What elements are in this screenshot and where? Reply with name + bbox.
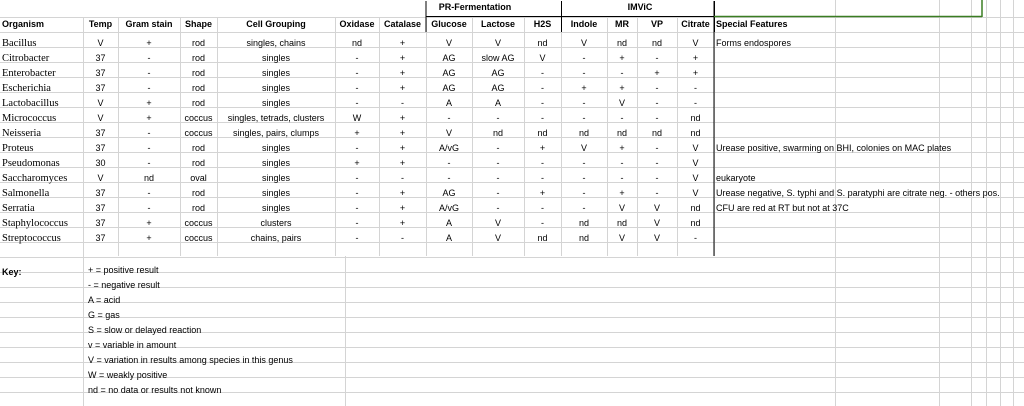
cell-indole: - xyxy=(582,173,586,183)
cell-temp: V xyxy=(97,38,104,48)
cell-cell-grouping: singles xyxy=(261,188,290,198)
cell-h2s: - xyxy=(541,98,544,108)
header-mr: MR xyxy=(615,19,629,29)
cell-catalase: - xyxy=(401,98,404,108)
cell-mr: V xyxy=(618,233,625,243)
cell-vp: + xyxy=(654,68,660,78)
cell-cell-grouping: singles xyxy=(261,98,290,108)
cell-h2s: nd xyxy=(537,38,548,48)
cell-oxidase: - xyxy=(355,83,359,93)
cell-citrate: V xyxy=(692,173,699,183)
cell-organism: Streptococcus xyxy=(2,233,61,244)
cell-indole: nd xyxy=(578,128,589,138)
cell-organism: Lactobacillus xyxy=(2,98,59,109)
cell-shape: rod xyxy=(191,188,205,198)
cell-catalase: + xyxy=(399,218,406,228)
cell-oxidase: - xyxy=(355,68,359,78)
cell-indole: V xyxy=(580,143,587,153)
cell-oxidase: - xyxy=(355,188,359,198)
cell-h2s: nd xyxy=(537,128,548,138)
cell-indole: - xyxy=(582,203,586,213)
cell-gram-stain: - xyxy=(147,203,151,213)
cell-h2s: - xyxy=(541,113,544,123)
cell-vp: - xyxy=(655,143,659,153)
cell-h2s: nd xyxy=(537,233,548,243)
cell-citrate: + xyxy=(692,68,699,78)
cell-catalase: + xyxy=(399,203,406,213)
header-special-features: Special Features xyxy=(716,19,788,29)
cell-vp: nd xyxy=(651,38,662,48)
cell-vp: V xyxy=(653,233,660,243)
cell-shape: coccus xyxy=(184,233,213,243)
cell-temp: 37 xyxy=(95,68,106,78)
cell-mr: nd xyxy=(616,38,627,48)
cell-organism: Neisseria xyxy=(2,128,42,139)
cell-vp: - xyxy=(655,83,659,93)
cell-glucose: AG xyxy=(442,68,456,78)
header-glucose: Glucose xyxy=(431,19,467,29)
cell-cell-grouping: singles xyxy=(261,53,290,63)
cell-temp: 30 xyxy=(95,158,106,168)
header-organism: Organism xyxy=(2,19,45,29)
header-vp: VP xyxy=(650,19,663,29)
cell-glucose: - xyxy=(447,173,451,183)
cell-mr: + xyxy=(619,143,625,153)
cell-lactose: - xyxy=(496,173,500,183)
cell-cell-grouping: singles xyxy=(261,173,290,183)
key-line: + = positive result xyxy=(88,265,159,275)
key-line: v = variable in amount xyxy=(88,340,177,350)
cell-gram-stain: - xyxy=(147,83,151,93)
cell-shape: rod xyxy=(191,68,205,78)
cell-catalase: + xyxy=(399,128,406,138)
cell-mr: - xyxy=(620,158,624,168)
key-line: W = weakly positive xyxy=(88,370,168,380)
cell-temp: 37 xyxy=(95,128,106,138)
cell-oxidase: + xyxy=(354,128,360,138)
cell-lactose: - xyxy=(496,113,500,123)
cell-lactose: - xyxy=(496,143,500,153)
cell-cell-grouping: singles xyxy=(261,143,290,153)
cell-special-features: Urease positive, swarming on BHI, colonies on MAC plates xyxy=(716,143,952,153)
cell-h2s: - xyxy=(541,203,544,213)
cell-gram-stain: + xyxy=(146,113,152,123)
cell-mr: - xyxy=(620,173,624,183)
cell-organism: Saccharomyces xyxy=(2,173,68,184)
key-line: nd = no data or results not known xyxy=(88,385,222,395)
cell-organism: Proteus xyxy=(2,143,34,154)
cell-citrate: V xyxy=(692,188,699,198)
cell-oxidase: nd xyxy=(351,38,362,48)
cell-indole: nd xyxy=(578,233,589,243)
cell-shape: coccus xyxy=(184,128,213,138)
cell-vp: V xyxy=(653,203,660,213)
cell-citrate: + xyxy=(692,53,699,63)
header-citrate: Citrate xyxy=(681,19,710,29)
cell-shape: rod xyxy=(191,158,205,168)
key-line: A = acid xyxy=(88,295,121,305)
header-shape: Shape xyxy=(184,19,212,29)
cell-oxidase: - xyxy=(355,143,359,153)
cell-h2s: - xyxy=(541,173,544,183)
cell-temp: 37 xyxy=(95,83,106,93)
cell-temp: 37 xyxy=(95,233,106,243)
cell-gram-stain: - xyxy=(147,53,151,63)
cell-mr: nd xyxy=(616,218,627,228)
header-indole: Indole xyxy=(570,19,598,29)
cell-catalase: + xyxy=(399,188,406,198)
cell-citrate: V xyxy=(692,38,699,48)
cell-indole: - xyxy=(582,53,586,63)
cell-temp: 37 xyxy=(95,143,106,153)
cell-vp: - xyxy=(655,158,659,168)
cell-glucose: V xyxy=(445,128,452,138)
cell-vp: V xyxy=(653,218,660,228)
cell-citrate: nd xyxy=(690,218,701,228)
cell-citrate: nd xyxy=(690,203,701,213)
cell-gram-stain: - xyxy=(147,143,151,153)
key-line: - = negative result xyxy=(88,280,160,290)
cell-gram-stain: - xyxy=(147,128,151,138)
cell-citrate: - xyxy=(694,98,697,108)
cell-glucose: A xyxy=(445,98,452,108)
cell-h2s: + xyxy=(539,143,546,153)
cell-indole: - xyxy=(582,158,586,168)
cell-shape: coccus xyxy=(184,218,213,228)
cell-cell-grouping: singles xyxy=(261,68,290,78)
cell-catalase: + xyxy=(399,68,406,78)
cell-lactose: AG xyxy=(491,68,505,78)
cell-gram-stain: + xyxy=(146,38,152,48)
cell-catalase: + xyxy=(399,113,406,123)
cell-h2s: V xyxy=(539,53,546,63)
cell-vp: - xyxy=(655,53,659,63)
cell-shape: rod xyxy=(191,83,205,93)
cell-organism: Salmonella xyxy=(2,188,50,199)
cell-glucose: A/vG xyxy=(438,203,459,213)
header-gram-stain: Gram stain xyxy=(125,19,173,29)
cell-oxidase: - xyxy=(355,233,359,243)
cell-mr: nd xyxy=(616,128,627,138)
cell-gram-stain: nd xyxy=(143,173,154,183)
cell-organism: Staphylococcus xyxy=(2,218,68,229)
cell-shape: coccus xyxy=(184,113,213,123)
cell-cell-grouping: singles xyxy=(261,158,290,168)
cell-h2s: - xyxy=(541,68,544,78)
key-line: V = variation in results among species in this genus xyxy=(88,355,293,365)
cell-gram-stain: - xyxy=(147,68,151,78)
cell-indole: - xyxy=(582,188,586,198)
cell-mr: - xyxy=(620,68,624,78)
cell-temp: 37 xyxy=(95,218,106,228)
cell-indole: - xyxy=(582,113,586,123)
cell-shape: rod xyxy=(191,53,205,63)
cell-citrate: - xyxy=(694,83,697,93)
cell-vp: - xyxy=(655,188,659,198)
cell-lactose: V xyxy=(494,218,501,228)
cell-vp: - xyxy=(655,173,659,183)
header-cell-grouping: Cell Grouping xyxy=(246,19,306,29)
cell-glucose: AG xyxy=(442,53,456,63)
cell-glucose: A/vG xyxy=(438,143,459,153)
cell-temp: 37 xyxy=(95,203,106,213)
cell-gram-stain: + xyxy=(146,218,152,228)
cell-oxidase: - xyxy=(355,173,359,183)
cell-gram-stain: - xyxy=(147,188,151,198)
header-oxidase: Oxidase xyxy=(339,19,375,29)
cell-catalase: + xyxy=(399,83,406,93)
cell-glucose: V xyxy=(445,38,452,48)
cell-citrate: nd xyxy=(690,113,701,123)
cell-catalase: - xyxy=(401,173,404,183)
cell-shape: oval xyxy=(190,173,207,183)
cell-glucose: A xyxy=(445,218,452,228)
cell-mr: + xyxy=(619,83,625,93)
cell-vp: - xyxy=(655,98,659,108)
cell-h2s: + xyxy=(539,188,546,198)
cell-mr: - xyxy=(620,113,624,123)
key-label: Key: xyxy=(2,267,22,277)
group-header-pr-fermentation: PR-Fermentation xyxy=(438,2,512,12)
cell-mr: V xyxy=(618,98,625,108)
cell-special-features: CFU are red at RT but not at 37C xyxy=(716,203,849,213)
cell-gram-stain: - xyxy=(147,158,151,168)
cell-lactose: nd xyxy=(492,128,503,138)
cell-glucose: A xyxy=(445,233,452,243)
cell-shape: rod xyxy=(191,38,205,48)
cell-cell-grouping: chains, pairs xyxy=(250,233,302,243)
cell-oxidase: - xyxy=(355,203,359,213)
cell-h2s: - xyxy=(541,83,544,93)
cell-temp: V xyxy=(97,173,104,183)
cell-organism: Pseudomonas xyxy=(2,158,60,169)
cell-organism: Serratia xyxy=(2,203,35,214)
cell-indole: V xyxy=(580,38,587,48)
cell-temp: 37 xyxy=(95,53,106,63)
header-lactose: Lactose xyxy=(480,19,515,29)
cell-organism: Citrobacter xyxy=(2,53,50,64)
cell-oxidase: - xyxy=(355,218,359,228)
cell-organism: Bacillus xyxy=(2,38,37,49)
cell-gram-stain: + xyxy=(146,233,152,243)
cell-cell-grouping: singles xyxy=(261,203,290,213)
cell-citrate: - xyxy=(694,233,697,243)
cell-vp: - xyxy=(655,113,659,123)
cell-glucose: AG xyxy=(442,83,456,93)
cell-oxidase: - xyxy=(355,98,359,108)
cell-lactose: slow AG xyxy=(481,53,515,63)
cell-indole: - xyxy=(582,98,586,108)
cell-mr: + xyxy=(619,53,625,63)
cell-citrate: nd xyxy=(690,128,701,138)
cell-temp: V xyxy=(97,98,104,108)
cell-catalase: + xyxy=(399,53,406,63)
cell-organism: Enterobacter xyxy=(2,68,56,79)
cell-cell-grouping: singles xyxy=(261,83,290,93)
cell-glucose: AG xyxy=(442,188,456,198)
cell-lactose: V xyxy=(494,38,501,48)
cell-indole: - xyxy=(582,68,586,78)
cell-lactose: A xyxy=(494,98,501,108)
cell-oxidase: - xyxy=(355,53,359,63)
cell-organism: Escherichia xyxy=(2,83,51,94)
cell-oxidase: W xyxy=(352,113,362,123)
cell-lactose: - xyxy=(496,203,500,213)
header-temp: Temp xyxy=(88,19,113,29)
cell-temp: 37 xyxy=(95,188,106,198)
key-line: S = slow or delayed reaction xyxy=(88,325,202,335)
cell-citrate: V xyxy=(692,158,699,168)
cell-indole: + xyxy=(581,83,587,93)
cell-oxidase: + xyxy=(354,158,360,168)
cell-catalase: + xyxy=(399,143,406,153)
cell-cell-grouping: singles, tetrads, clusters xyxy=(227,113,325,123)
cell-special-features: Urease negative, S. typhi and S. paratyphi are citrate neg. - others pos. xyxy=(716,188,1000,198)
cell-temp: V xyxy=(97,113,104,123)
group-header-imvic: IMViC xyxy=(627,2,653,12)
cell-special-features: Forms endospores xyxy=(716,38,792,48)
cell-lactose: AG xyxy=(491,83,505,93)
cell-gram-stain: + xyxy=(146,98,152,108)
cell-h2s: - xyxy=(541,218,544,228)
cell-shape: rod xyxy=(191,203,205,213)
cell-glucose: - xyxy=(447,158,451,168)
cell-mr: + xyxy=(619,188,625,198)
cell-h2s: - xyxy=(541,158,544,168)
cell-catalase: - xyxy=(401,233,404,243)
cell-cell-grouping: clusters xyxy=(260,218,292,228)
cell-catalase: + xyxy=(399,158,406,168)
cell-shape: rod xyxy=(191,98,205,108)
cell-lactose: - xyxy=(496,158,500,168)
cell-lactose: V xyxy=(494,233,501,243)
cell-shape: rod xyxy=(191,143,205,153)
cell-catalase: + xyxy=(399,38,406,48)
cell-organism: Micrococcus xyxy=(2,113,57,124)
cell-mr: V xyxy=(618,203,625,213)
cell-lactose: - xyxy=(496,188,500,198)
cell-cell-grouping: singles, pairs, clumps xyxy=(232,128,320,138)
header-h2s: H2S xyxy=(533,19,552,29)
cell-indole: nd xyxy=(578,218,589,228)
cell-vp: nd xyxy=(651,128,662,138)
cell-citrate: V xyxy=(692,143,699,153)
cell-cell-grouping: singles, chains xyxy=(246,38,306,48)
key-line: G = gas xyxy=(88,310,120,320)
cell-glucose: - xyxy=(447,113,451,123)
cell-special-features: eukaryote xyxy=(716,173,756,183)
header-catalase: Catalase xyxy=(383,19,422,29)
